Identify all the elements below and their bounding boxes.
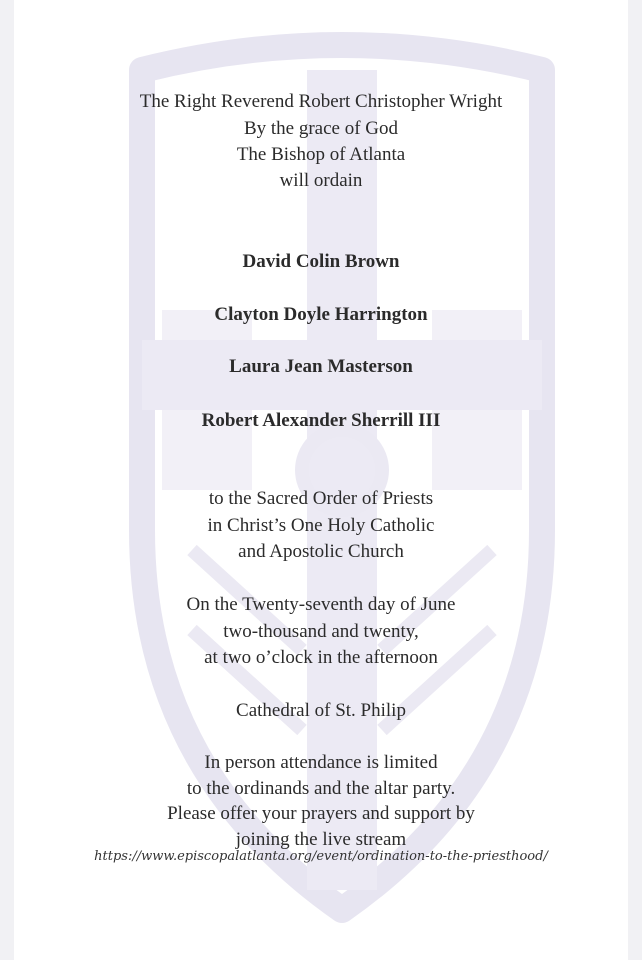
grace-line: By the grace of God (243, 118, 399, 139)
location: Cathedral of St. Philip (236, 700, 406, 721)
date-line-3: at two o’clock in the afternoon (204, 647, 438, 668)
date-line-2: two-thousand and twenty, (223, 621, 419, 642)
notice-line-3: Please offer your prayers and support by (167, 803, 475, 824)
bishop-title: The Bishop of Atlanta (236, 144, 406, 165)
notice-line-4: joining the live stream (235, 829, 407, 850)
bishop-name: The Right Reverend Robert Christopher Wright (139, 91, 503, 112)
order-line-3: and Apostolic Church (238, 541, 404, 562)
ordinand-name: Robert Alexander Sherrill III (201, 410, 441, 431)
order-line-1: to the Sacred Order of Priests (208, 488, 434, 509)
notice-line-2: to the ordinands and the altar party. (186, 778, 456, 799)
date-line-1: On the Twenty-seventh day of June (186, 594, 456, 615)
notice-line-1: In person attendance is limited (204, 752, 438, 773)
live-stream-link[interactable]: https://www.episcopalatlanta.org/event/ordination-to-the-priesthood/ (94, 849, 548, 864)
ordinand-name: David Colin Brown (242, 251, 400, 272)
will-ordain: will ordain (279, 170, 363, 191)
ordinand-name: Clayton Doyle Harrington (214, 304, 428, 325)
order-line-2: in Christ’s One Holy Catholic (207, 515, 435, 536)
ordinand-name: Laura Jean Masterson (229, 356, 413, 377)
